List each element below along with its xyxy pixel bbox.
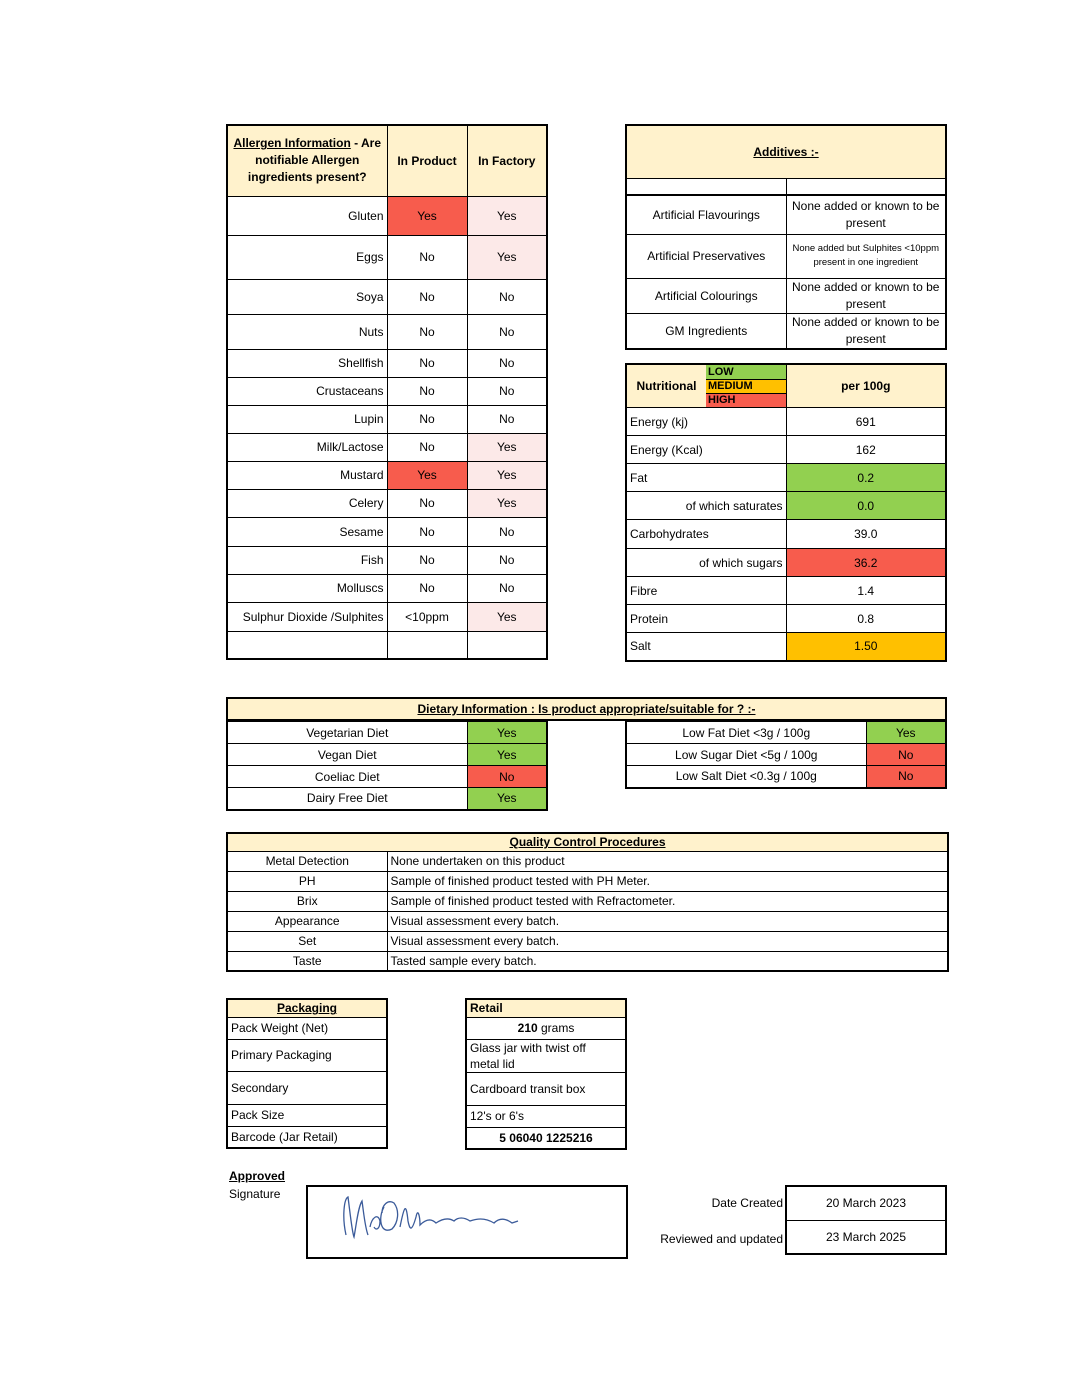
dietary-value: Yes (467, 722, 547, 744)
retail-barcode: 5 06040 1225216 (466, 1127, 626, 1149)
retail-table (465, 998, 627, 1150)
legend-medium: MEDIUM (706, 380, 786, 394)
allergen-in-product: No (387, 377, 467, 405)
nutrition-value: 0.0 (786, 492, 946, 520)
allergen-name: Gluten (227, 196, 387, 235)
quality-description: Visual assessment every batch. (387, 911, 948, 931)
dietary-row (227, 766, 547, 788)
nutrition-name: Salt (626, 633, 786, 661)
nutrition-row (626, 520, 946, 549)
nutrition-row (626, 436, 946, 464)
quality-procedure: Set (227, 931, 387, 951)
allergen-name: Mustard (227, 461, 387, 489)
allergen-row (227, 279, 547, 314)
dates-table (785, 1185, 947, 1255)
quality-row (227, 911, 948, 931)
quality-procedure: PH (227, 871, 387, 891)
additive-value: None added but Sulphites <10ppm present in one ingredient (786, 234, 946, 278)
allergen-row (227, 489, 547, 517)
reviewed-value: 23 March 2025 (786, 1220, 946, 1254)
allergen-table (226, 124, 548, 660)
allergen-row (227, 314, 547, 349)
quality-description: Sample of finished product tested with PH Meter. (387, 871, 948, 891)
nutrition-name: Carbohydrates (626, 520, 786, 549)
dietary-value: No (866, 744, 946, 766)
signature-label: Signature (229, 1187, 281, 1201)
nutrition-name: Energy (Kcal) (626, 436, 786, 464)
allergen-in-factory: No (467, 517, 547, 546)
nutrition-value: 39.0 (786, 520, 946, 549)
allergen-in-factory: Yes (467, 461, 547, 489)
nutrition-row (626, 408, 946, 436)
allergen-name: Sulphur Dioxide /Sulphites (227, 602, 387, 631)
allergen-row (227, 235, 547, 279)
additive-name: Artificial Colourings (626, 278, 786, 313)
allergen-in-product: No (387, 517, 467, 546)
dietary-row (626, 744, 946, 766)
nutrition-value: 36.2 (786, 549, 946, 577)
retail-title: Retail (466, 999, 626, 1017)
dietary-value: Yes (467, 744, 547, 766)
nutrition-row (626, 492, 946, 520)
allergen-name: Lupin (227, 405, 387, 433)
allergen-row (227, 461, 547, 489)
quality-procedure: Taste (227, 951, 387, 971)
allergen-header-question: - Are notifiable Allergen ingredients present? (247, 136, 382, 185)
quality-procedure: Metal Detection (227, 851, 387, 871)
quality-row (227, 931, 948, 951)
quality-row (227, 891, 948, 911)
allergen-in-product: No (387, 405, 467, 433)
nutrition-value: 691 (786, 408, 946, 436)
allergen-name: Milk/Lactose (227, 433, 387, 461)
nutrition-legend (706, 364, 786, 408)
dietary-name: Coeliac Diet (227, 766, 467, 788)
packaging-label: Pack Size (227, 1104, 387, 1126)
nutrition-row (626, 577, 946, 605)
packaging-table (226, 998, 388, 1149)
signature-image (308, 1187, 626, 1257)
retail-weight-number: 210 (517, 1021, 538, 1035)
dietary-name: Vegan Diet (227, 744, 467, 766)
quality-description: Tasted sample every batch. (387, 951, 948, 971)
dietary-title-table (226, 697, 947, 721)
legend-low: LOW (706, 365, 786, 380)
additive-value: None added or known to be present (786, 195, 946, 234)
allergen-in-product: No (387, 433, 467, 461)
additive-name: GM Ingredients (626, 313, 786, 349)
allergen-row (227, 546, 547, 574)
allergen-col-factory: In Factory (467, 125, 547, 196)
nutrition-value: 1.4 (786, 577, 946, 605)
allergen-in-factory: Yes (467, 489, 547, 517)
dietary-right-table (625, 721, 947, 789)
additives-table (625, 124, 947, 350)
additive-value: None added or known to be present (786, 313, 946, 349)
packaging-label: Primary Packaging (227, 1039, 387, 1071)
allergen-name: Sesame (227, 517, 387, 546)
nutrition-per-label: per 100g (786, 364, 946, 408)
allergen-row (227, 433, 547, 461)
allergen-in-product: <10ppm (387, 602, 467, 631)
nutrition-row (626, 549, 946, 577)
quality-row (227, 951, 948, 971)
dietary-value: Yes (866, 722, 946, 744)
allergen-in-factory: No (467, 377, 547, 405)
additive-name: Artificial Preservatives (626, 234, 786, 278)
quality-table (226, 832, 949, 972)
allergen-in-factory: No (467, 314, 547, 349)
dietary-row (227, 744, 547, 766)
allergen-name: Eggs (227, 235, 387, 279)
retail-secondary: Cardboard transit box (466, 1072, 626, 1105)
dietary-value: No (866, 766, 946, 788)
retail-primary: Glass jar with twist off metal lid (466, 1039, 626, 1072)
allergen-name: Celery (227, 489, 387, 517)
allergen-in-factory: Yes (467, 235, 547, 279)
quality-description: Visual assessment every batch. (387, 931, 948, 951)
allergen-header (227, 125, 387, 196)
allergen-in-factory: No (467, 546, 547, 574)
packaging-title: Packaging (227, 999, 387, 1017)
nutrition-name: of which sugars (626, 549, 786, 577)
quality-title: Quality Control Procedures (227, 833, 948, 851)
quality-row (227, 851, 948, 871)
allergen-in-factory: Yes (467, 433, 547, 461)
nutrition-label: Nutritional (626, 364, 706, 408)
allergen-col-product: In Product (387, 125, 467, 196)
allergen-name: Soya (227, 279, 387, 314)
date-created-value: 20 March 2023 (786, 1186, 946, 1220)
allergen-row (227, 574, 547, 602)
dietary-value: No (467, 766, 547, 788)
packaging-label: Pack Weight (Net) (227, 1017, 387, 1039)
additives-title: Additives :- (626, 125, 946, 178)
dietary-row (227, 722, 547, 744)
allergen-in-factory: Yes (467, 196, 547, 235)
signature-box (306, 1185, 628, 1259)
allergen-in-product: No (387, 279, 467, 314)
dietary-row (227, 788, 547, 810)
allergen-in-product: No (387, 546, 467, 574)
nutrition-row (626, 605, 946, 633)
nutrition-name: Energy (kj) (626, 408, 786, 436)
allergen-row (227, 349, 547, 377)
allergen-name: Molluscs (227, 574, 387, 602)
allergen-in-product: Yes (387, 196, 467, 235)
quality-description: Sample of finished product tested with Refractometer. (387, 891, 948, 911)
allergen-row (227, 196, 547, 235)
nutrition-name: Fat (626, 464, 786, 492)
allergen-row (227, 377, 547, 405)
dietary-name: Low Sugar Diet <5g / 100g (626, 744, 866, 766)
allergen-in-product: No (387, 489, 467, 517)
reviewed-label: Reviewed and updated (660, 1232, 783, 1246)
legend-high: HIGH (706, 394, 786, 407)
quality-row (227, 871, 948, 891)
additive-value: None added or known to be present (786, 278, 946, 313)
nutrition-value: 162 (786, 436, 946, 464)
nutrition-name: Fibre (626, 577, 786, 605)
quality-procedure: Brix (227, 891, 387, 911)
dietary-name: Dairy Free Diet (227, 788, 467, 810)
dietary-row (626, 766, 946, 788)
retail-weight-unit: grams (537, 1021, 575, 1035)
additive-name: Artificial Flavourings (626, 195, 786, 234)
dietary-row (626, 722, 946, 744)
dietary-value: Yes (467, 788, 547, 810)
dietary-title: Dietary Information : Is product appropriate/suitable for ? :- (227, 698, 946, 720)
allergen-in-product: No (387, 574, 467, 602)
nutrition-row (626, 464, 946, 492)
allergen-row (227, 602, 547, 631)
dietary-name: Low Fat Diet <3g / 100g (626, 722, 866, 744)
dietary-left-table (226, 721, 548, 811)
allergen-in-product: No (387, 349, 467, 377)
allergen-in-factory: No (467, 349, 547, 377)
allergen-in-factory: Yes (467, 602, 547, 631)
packaging-label: Barcode (Jar Retail) (227, 1126, 387, 1148)
nutrition-value: 1.50 (786, 633, 946, 661)
retail-weight (466, 1017, 626, 1039)
nutrition-name: of which saturates (626, 492, 786, 520)
quality-procedure: Appearance (227, 911, 387, 931)
allergen-in-product: No (387, 314, 467, 349)
dietary-name: Vegetarian Diet (227, 722, 467, 744)
nutrition-table (625, 363, 947, 662)
allergen-name: Nuts (227, 314, 387, 349)
allergen-in-product: No (387, 235, 467, 279)
allergen-name: Fish (227, 546, 387, 574)
allergen-in-factory: No (467, 405, 547, 433)
packaging-label: Secondary (227, 1071, 387, 1104)
allergen-name: Crustaceans (227, 377, 387, 405)
quality-description: None undertaken on this product (387, 851, 948, 871)
nutrition-row (626, 633, 946, 661)
nutrition-value: 0.8 (786, 605, 946, 633)
nutrition-name: Protein (626, 605, 786, 633)
allergen-in-factory: No (467, 279, 547, 314)
allergen-name: Shellfish (227, 349, 387, 377)
retail-pack-size: 12's or 6's (466, 1105, 626, 1127)
allergen-row (227, 517, 547, 546)
allergen-header-title: Allergen Information (233, 136, 351, 151)
dietary-name: Low Salt Diet <0.3g / 100g (626, 766, 866, 788)
date-created-label: Date Created (711, 1196, 783, 1210)
approved-label: Approved (229, 1169, 286, 1183)
allergen-in-factory: No (467, 574, 547, 602)
allergen-row (227, 405, 547, 433)
nutrition-value: 0.2 (786, 464, 946, 492)
allergen-in-product: Yes (387, 461, 467, 489)
